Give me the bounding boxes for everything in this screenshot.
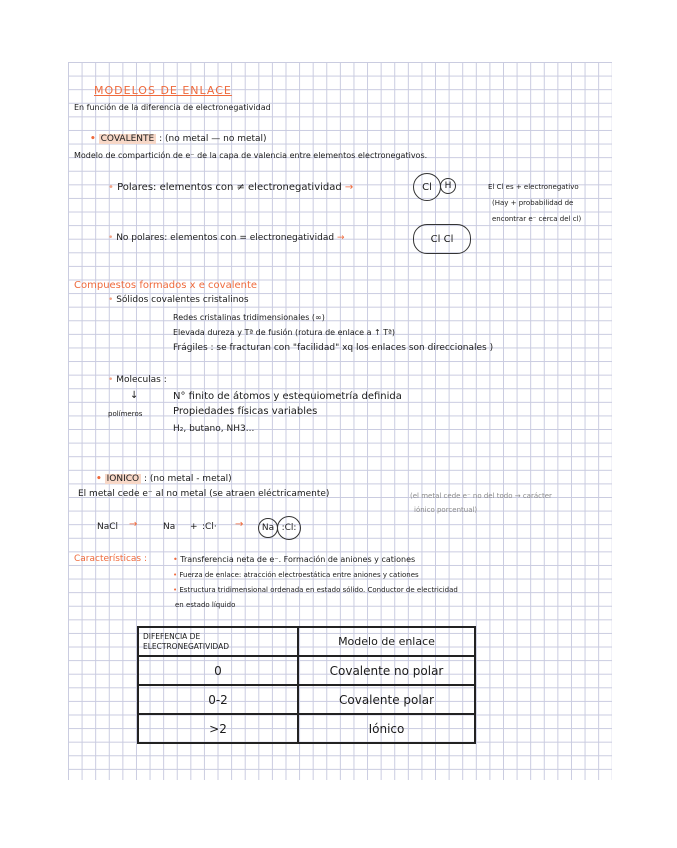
covalente-definition: Modelo de compartición de e⁻ de la capa de valencia entre elementos electronegativos. — [74, 151, 428, 160]
cl-lewis-diagram — [413, 173, 441, 201]
table-header-diff-line-1: DIFEFENCIA DE — [143, 631, 201, 641]
polares-note-2: (Hay + probabilidad de — [492, 199, 574, 207]
nopolares-arrow-icon: → — [336, 233, 345, 243]
nacl-label: NaCl — [97, 522, 119, 532]
table-row — [138, 714, 475, 743]
solidos-line-2: Elevada dureza y Tª de fusión (rotura de enlace a ↑ Tª) — [173, 328, 396, 337]
solidos-line-3: Frágiles : se fracturan con "facilidad" xq los enlaces son direccionales ) — [173, 343, 494, 353]
nopolares-symbol-1: Cl — [430, 233, 441, 245]
table-row — [138, 656, 475, 685]
cl-atom: :Cl· — [202, 522, 217, 532]
down-arrow-icon: ↓ — [130, 390, 139, 401]
compuestos-heading: Compuestos formados x e covalente — [74, 280, 258, 291]
table-header-diff-line-2: ELECTRONEGATIVIDAD — [143, 641, 229, 651]
cl-ion — [277, 516, 301, 540]
polares-label: Polares: elementos con ≠ electronegatividad — [117, 182, 342, 193]
table-cell-diff: 0-2 — [138, 685, 298, 714]
nacl-arrow-icon: → — [129, 519, 138, 530]
caracteristica-text-2: Fuerza de enlace: atracción electroestática entre aniones y cationes — [179, 571, 419, 579]
moleculas-line-3: H₂, butano, NH3... — [173, 424, 255, 434]
page-subtitle: En función de la diferencia de electronegatividad — [74, 103, 271, 112]
table-cell-model: Covalente no polar — [298, 656, 475, 685]
plus-sign: + — [190, 522, 198, 532]
moleculas-line: • Moleculas : — [108, 375, 167, 385]
moleculas-line-2: Propiedades físicas variables — [173, 406, 318, 417]
table-row — [138, 685, 475, 714]
nopolares-line: • No polares: elementos con = electronegatividad → — [108, 233, 345, 243]
table-cell-diff: >2 — [138, 714, 298, 743]
polares-arrow-icon: → — [344, 182, 354, 193]
caracteristica-item: • Transferencia neta de e⁻. Formación de aniones y cationes — [173, 555, 416, 564]
moleculas-line-1: N° finito de átomos y estequiometría definida — [173, 391, 402, 402]
polares-symbol: Cl — [422, 181, 432, 193]
h-atom — [440, 178, 456, 194]
page-title: MODELOS DE ENLACE — [94, 84, 232, 97]
table-header-model: Modelo de enlace — [298, 627, 475, 656]
covalente-heading: • COVALENTE : (no metal — no metal) — [90, 134, 267, 144]
na-ion-label: Na — [261, 523, 275, 533]
ionico-definition: El metal cede e⁻ al no metal (se atraen eléctricamente) — [78, 489, 330, 499]
nopolares-label: No polares: elementos con = electronegatividad — [116, 233, 335, 243]
solidos-line-1: Redes cristalinas tridimensionales (∞) — [173, 313, 325, 322]
cl-ion-label: :Cl: — [281, 523, 297, 533]
ionico-note-1: (el metal cede e⁻ no del todo → carácter — [410, 492, 552, 500]
caracteristica-item: • Fuerza de enlace: atracción electroestática entre aniones y cationes — [173, 571, 419, 579]
caracteristicas-heading: Características : — [74, 554, 147, 564]
polares-note-1: El Cl es + electronegativo — [488, 183, 579, 191]
solidos-line: • Sólidos covalentes cristalinos — [108, 295, 249, 305]
polimeros-label: polímeros — [108, 410, 143, 418]
electronegativity-table — [137, 626, 476, 744]
ionico-heading: • IONICO : (no metal - metal) — [96, 474, 232, 484]
covalente-label: COVALENTE — [100, 134, 155, 144]
polares-partner: H — [444, 181, 452, 191]
polares-line: • Polares: elementos con ≠ electronegatividad → — [108, 182, 354, 193]
table-cell-model: Iónico — [298, 714, 475, 743]
caracteristica-text-3: Estructura tridimensional ordenada en estado sólido. Conductor de electricidad — [179, 586, 458, 594]
solidos-label: Sólidos covalentes cristalinos — [116, 295, 249, 305]
ionico-label: IONICO — [106, 474, 140, 484]
polares-note-3: encontrar e⁻ cerca del cl) — [492, 215, 582, 223]
caracteristica-text-1: Transferencia neta de e⁻. Formación de aniones y cationes — [180, 555, 416, 564]
ionic-arrow-icon: → — [235, 519, 244, 530]
caracteristica-item: • Estructura tridimensional ordenada en estado sólido. Conductor de electricidad — [173, 586, 458, 594]
table-header-diff — [138, 627, 298, 656]
table-header-row — [138, 627, 475, 656]
caracteristica-item-cont: en estado líquido — [175, 601, 236, 609]
covalente-type: : (no metal — no metal) — [159, 134, 267, 144]
table-cell-model: Covalente polar — [298, 685, 475, 714]
nopolares-symbol-2: Cl — [443, 233, 454, 245]
na-atom: Na — [163, 522, 176, 532]
ionico-type: : (no metal - metal) — [144, 474, 232, 484]
ionico-note-2: iónico porcentual) — [414, 506, 478, 514]
table-cell-diff: 0 — [138, 656, 298, 685]
na-ion — [258, 518, 278, 538]
moleculas-label: Moleculas : — [116, 375, 167, 385]
cl2-lewis-diagram — [413, 224, 471, 254]
